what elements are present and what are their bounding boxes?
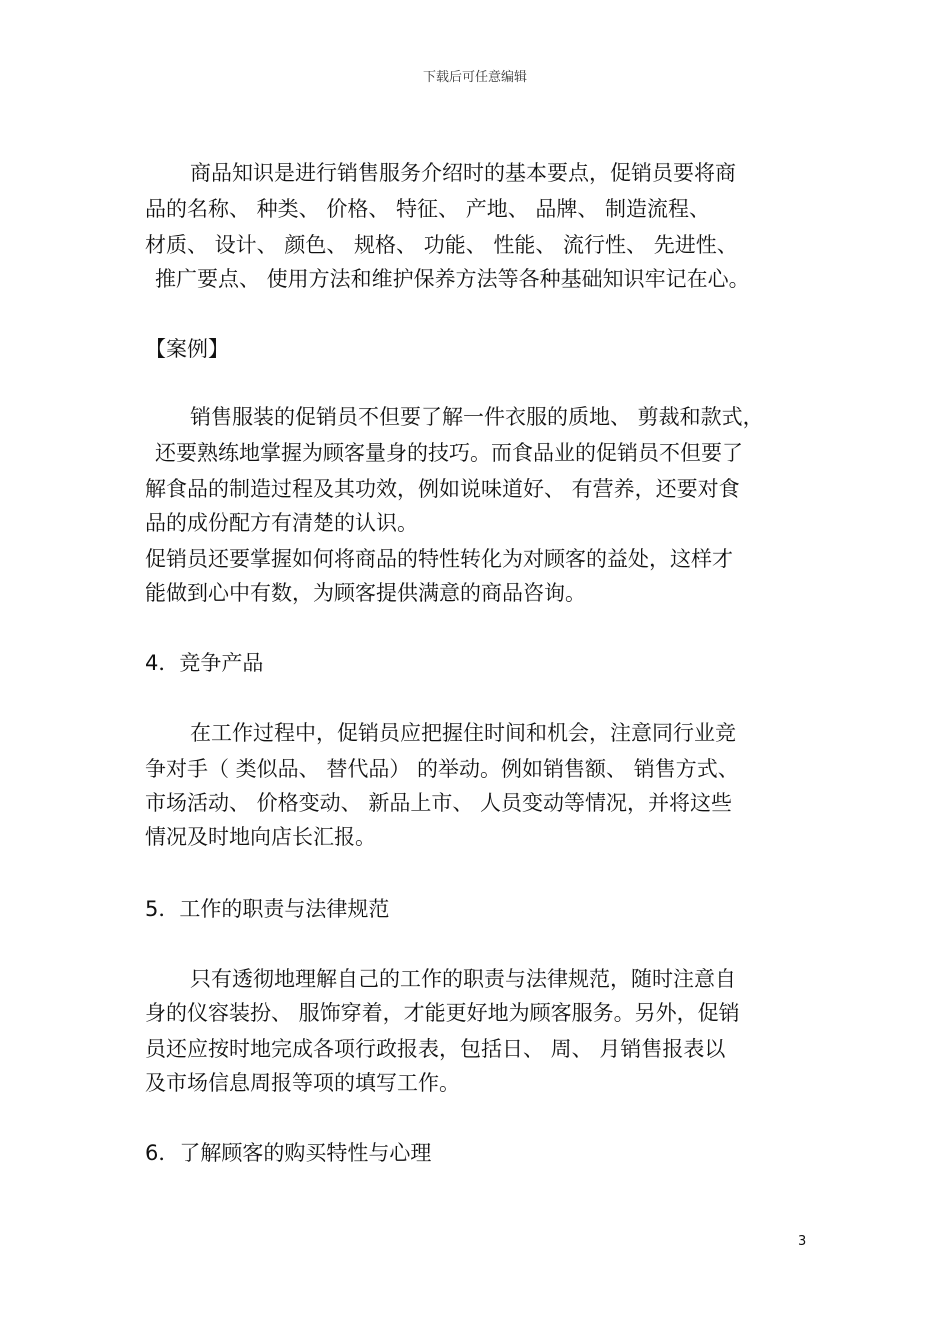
text-line: 争对手（ 类似品、 替代品） 的举动。例如销售额、 销售方式、 — [145, 757, 739, 781]
text-line: 情况及时地向店长汇报。 — [145, 825, 376, 849]
text-line: 及市场信息周报等项的填写工作。 — [145, 1071, 460, 1095]
text-line: 能做到心中有数，为顾客提供满意的商品咨询。 — [145, 581, 586, 605]
text-line: 还要熟练地掌握为顾客量身的技巧。而食品业的促销员不但要了 — [155, 441, 743, 465]
section-heading: 4．竞争产品 — [145, 651, 264, 675]
text-line: 销售服装的促销员不但要了解一件衣服的质地、 剪裁和款式， — [190, 405, 764, 429]
text-line: 身的仪容装扮、 服饰穿着，才能更好地为顾客服务。另外，促销 — [145, 1001, 740, 1025]
section-heading: 5．工作的职责与法律规范 — [145, 897, 390, 921]
text-line: 促销员还要掌握如何将商品的特性转化为对顾客的益处，这样才 — [145, 547, 733, 571]
text-line: 市场活动、 价格变动、 新品上市、 人员变动等情况，并将这些 — [145, 791, 733, 815]
text-line: 品的名称、 种类、 价格、 特征、 产地、 品牌、 制造流程、 — [145, 197, 711, 221]
text-line: 商品知识是进行销售服务介绍时的基本要点，促销员要将商 — [190, 161, 736, 185]
page-header: 下载后可任意编辑 — [422, 70, 527, 85]
case-label: 【案例】 — [145, 337, 229, 361]
text-line: 品的成份配方有清楚的认识。 — [145, 511, 418, 535]
section-heading: 6．了解顾客的购买特性与心理 — [145, 1141, 432, 1165]
text-line: 只有透彻地理解自己的工作的职责与法律规范，随时注意自 — [190, 967, 736, 991]
page-number: 3 — [798, 1234, 807, 1249]
text-line: 员还应按时地完成各项行政报表，包括日、 周、 月销售报表以 — [145, 1037, 726, 1061]
text-line: 在工作过程中，促销员应把握住时间和机会，注意同行业竞 — [190, 721, 736, 745]
text-line: 解食品的制造过程及其功效，例如说味道好、 有营养，还要对食 — [145, 477, 740, 501]
text-line: 材质、 设计、 颜色、 规格、 功能、 性能、 流行性、 先进性、 — [145, 233, 738, 257]
text-line: 推广要点、 使用方法和维护保养方法等各种基础知识牢记在心。 — [155, 267, 750, 291]
